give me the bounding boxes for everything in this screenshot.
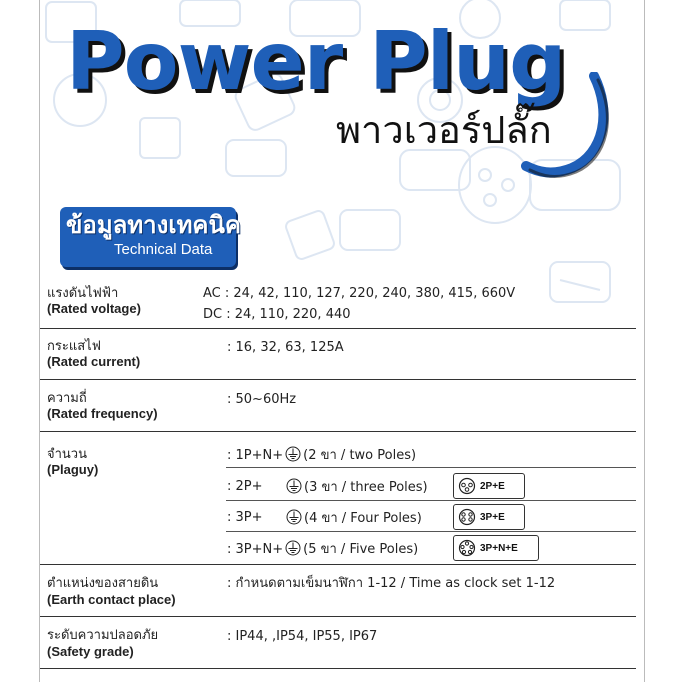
sub-row-divider	[226, 531, 636, 532]
spec-label-thai: ความถี่	[47, 391, 87, 406]
current-value: : 16, 32, 63, 125A	[227, 340, 344, 355]
pole-code-text: 3P+N+E	[480, 542, 518, 554]
spec-label-thai: จำนวน	[47, 447, 87, 462]
spec-label-thai: ระดับความปลอดภัย	[47, 628, 159, 643]
spec-label-english: (Plaguy)	[47, 462, 99, 477]
socket-face-icon	[458, 477, 476, 495]
spec-label-thai: กระแสไฟ	[47, 339, 101, 354]
row-divider	[40, 431, 636, 432]
page-border-right	[644, 0, 645, 682]
pole-code-badge	[453, 504, 525, 530]
spec-label-thai: ตำแหน่งของสายดิน	[47, 576, 159, 591]
pole-option-item	[284, 509, 422, 528]
sub-row-divider	[226, 467, 636, 468]
spec-label-english: (Earth contact place)	[47, 592, 176, 607]
spec-label-english: (Safety grade)	[47, 644, 134, 659]
voltage-dc-value: DC : 24, 110, 220, 440	[203, 307, 351, 322]
spec-label-english: (Rated frequency)	[47, 406, 158, 421]
pole-code-text: 3P+E	[480, 511, 505, 523]
technical-data-badge	[60, 207, 241, 267]
pole-option-description: (3 ขา / three Poles)	[304, 480, 428, 495]
pole-option-item	[227, 509, 263, 527]
socket-face-icon	[458, 508, 476, 526]
spec-label-english: (Rated voltage)	[47, 301, 141, 316]
row-divider	[40, 564, 636, 565]
voltage-ac-value: AC : 24, 42, 110, 127, 220, 240, 380, 415, 660V	[203, 286, 516, 301]
pole-option-prefix: : 1P+N+	[227, 448, 284, 463]
socket-face-icon	[458, 539, 476, 557]
row-divider	[40, 668, 636, 669]
badge-title-thai: ข้อมูลทางเทคนิค	[66, 211, 241, 239]
spec-label-thai: แรงดันไฟฟ้า	[47, 286, 119, 301]
title-english: Power Plug	[66, 15, 566, 108]
sub-row-divider	[226, 500, 636, 501]
pole-option-description: (5 ขา / Five Poles)	[303, 542, 419, 557]
pole-option-prefix: : 2P+	[227, 479, 263, 494]
pole-code-badge	[453, 473, 525, 499]
pole-option-item	[227, 540, 418, 559]
pole-option-prefix: : 3P+N+	[227, 542, 284, 557]
badge-title-english: Technical Data	[114, 241, 213, 258]
pole-code-text: 2P+E	[480, 480, 505, 492]
earth-contact-value: : กำหนดตามเข็มนาฬิกา 1-12 / Time as clock set 1-12	[227, 576, 556, 591]
earth-ground-icon	[285, 446, 301, 462]
pole-option-item	[284, 478, 428, 497]
frequency-value: : 50~60Hz	[227, 392, 297, 407]
safety-value: : IP44, ,IP54, IP55, IP67	[227, 629, 378, 644]
title-thai: พาวเวอร์ปลั๊ก	[336, 108, 552, 152]
row-divider	[40, 328, 636, 329]
pole-code-badge	[453, 535, 539, 561]
row-divider	[40, 379, 636, 380]
earth-ground-icon	[286, 509, 302, 525]
earth-ground-icon	[285, 540, 301, 556]
pole-option-description: (4 ขา / Four Poles)	[304, 511, 422, 526]
spec-label-english: (Rated current)	[47, 354, 141, 369]
pole-option-prefix: : 3P+	[227, 510, 263, 525]
earth-ground-icon	[286, 478, 302, 494]
pole-option-item	[227, 478, 263, 496]
pole-option-item	[227, 446, 416, 465]
row-divider	[40, 616, 636, 617]
pole-option-description: (2 ขา / two Poles)	[303, 448, 417, 463]
